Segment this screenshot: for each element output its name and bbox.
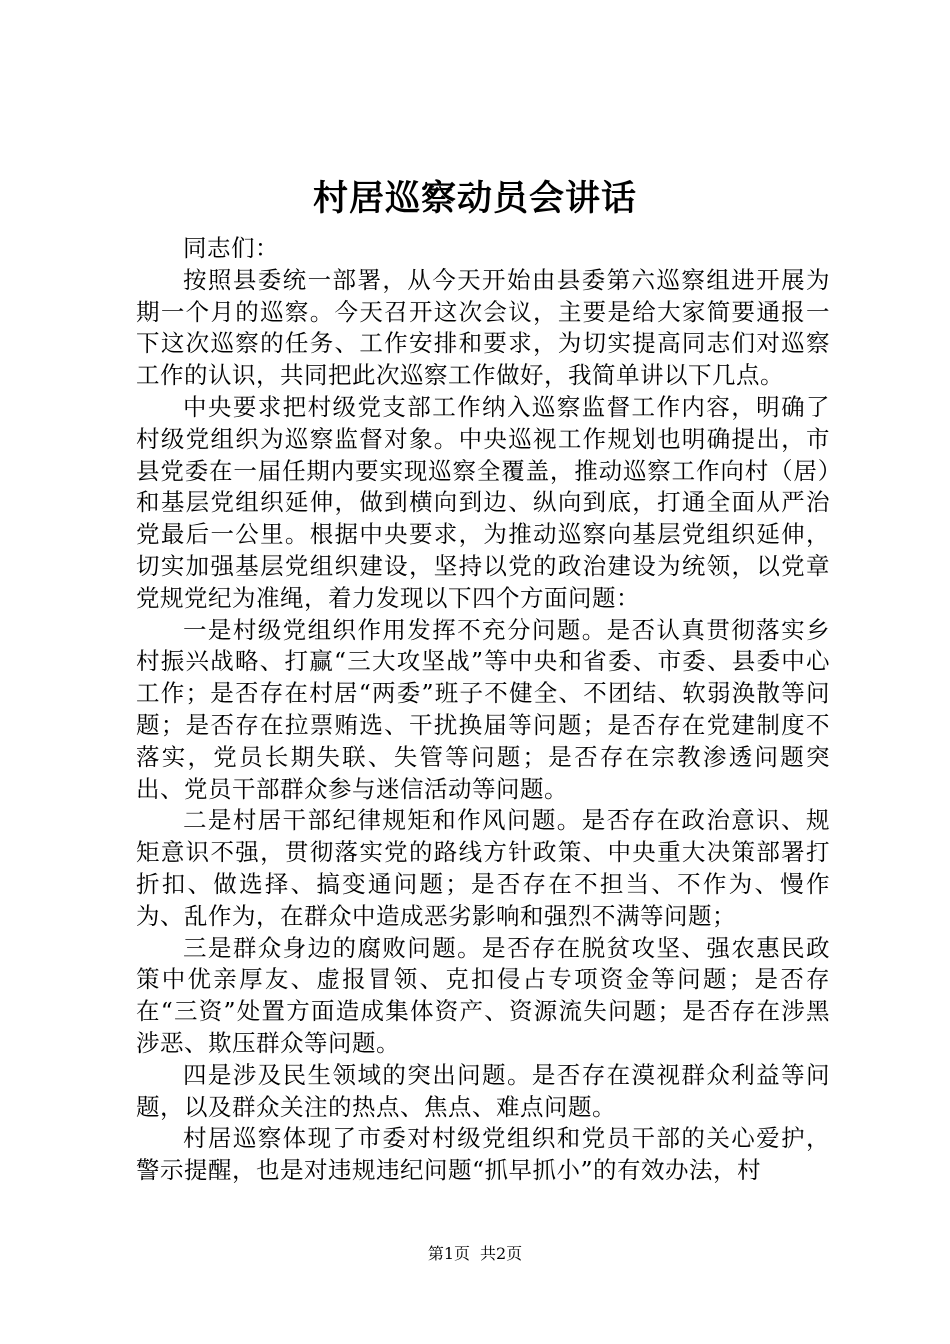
paragraph-issue-three: 三是群众身边的腐败问题。是否存在脱贫攻坚、强农惠民政策中优亲厚友、虚报冒领、克扣侵占专项资金等问题；是否存在“三资”处置方面造成集体资产、资源流失问题；是否存在涉黑涉恶、欺压群众等问题。: [136, 933, 830, 1057]
paragraph-central-requirements: 中央要求把村级党支部工作纳入巡察监督工作内容，明确了村级党组织为巡察监督对象。中央巡视工作规划也明确提出，市县党委在一届任期内要实现巡察全覆盖，推动巡察工作向村（居）和基层党组织延伸，做到横向到边、纵向到底，打通全面从严治党最后一公里。根据中央要求，为推动巡察向基层党组织延伸，切实加强基层党组织建设，坚持以党的政治建设为统领，以党章党规党纪为准绳，着力发现以下四个方面问题：: [136, 392, 830, 612]
document-body: [136, 233, 830, 1187]
paragraph-intro: 按照县委统一部署，从今天开始由县委第六巡察组进开展为期一个月的巡察。今天召开这次会议，主要是给大家简要通报一下这次巡察的任务、工作安排和要求，为切实提高同志们对巡察工作的认识，共同把此次巡察工作做好，我简单讲以下几点。: [136, 265, 830, 390]
paragraph-issue-two: 二是村居干部纪律规矩和作风问题。是否存在政治意识、规矩意识不强，贯彻落实党的路线方针政策、中央重大决策部署打折扣、做选择、搞变通问题；是否存在不担当、不作为、慢作为、乱作为，在群众中造成恶劣影响和强烈不满等问题；: [136, 806, 830, 930]
page-number: 第1页: [427, 1244, 470, 1263]
page-footer: [0, 1244, 950, 1263]
document-title: 村居巡察动员会讲话: [312, 178, 637, 219]
paragraph-issue-four: 四是涉及民生领域的突出问题。是否存在漠视群众利益等问题，以及群众关注的热点、焦点、难点问题。: [136, 1060, 830, 1121]
page-total: 共2页: [480, 1244, 523, 1263]
salutation: 同志们：: [183, 234, 279, 262]
paragraph-closing: 村居巡察体现了市委对村级党组织和党员干部的关心爱护，警示提醒，也是对违规违纪问题“抓早抓小”的有效办法，村: [136, 1124, 830, 1185]
paragraph-issue-one: 一是村级党组织作用发挥不充分问题。是否认真贯彻落实乡村振兴战略、打赢“三大攻坚战”等中央和省委、市委、县委中心工作；是否存在村居“两委”班子不健全、不团结、软弱涣散等问题；是否存在拉票贿选、干扰换届等问题；是否存在党建制度不落实，党员长期失联、失管等问题；是否存在宗教渗透问题突出、党员干部群众参与迷信活动等问题。: [136, 615, 830, 803]
